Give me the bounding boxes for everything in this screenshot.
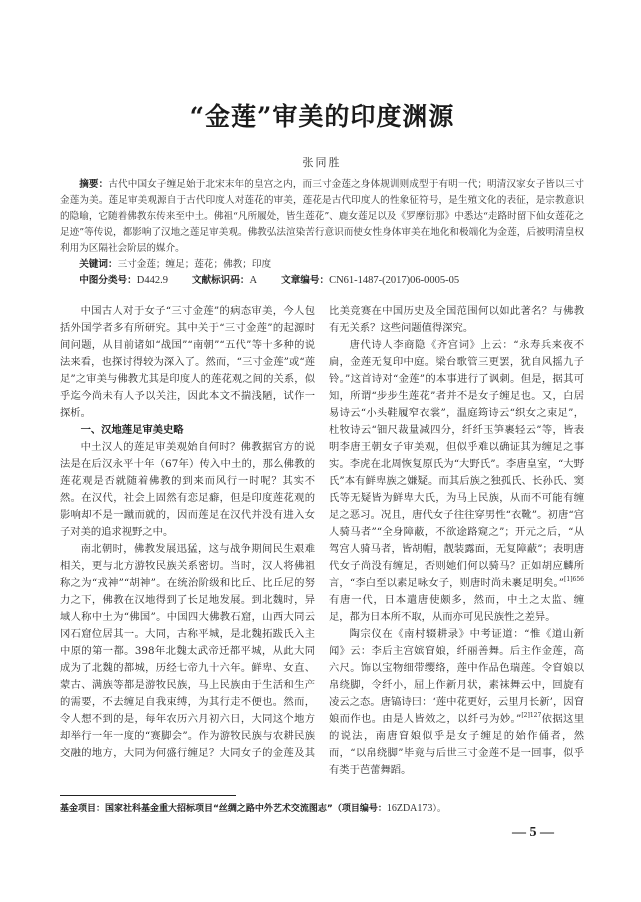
funding-footnote: [60, 802, 584, 816]
body-paragraph: 中国古人对于女子“三寸金莲”的病态审美，今人包括外国学者多有所研究。其中关于“三寸金莲”的起源时间问题，从目前诸如“战国”“南朝”“五代”等十多种的说法来看，也探讨得较为深入了。然而，“三寸金莲”或“莲足”之审美与佛教尤其是印度人的莲花观之间的关系，似乎迄今尚未有人予以关注，因此本文不揣浅陋，试作一探析。: [60, 305, 315, 419]
page-footer: [60, 795, 584, 842]
article-title: “金莲”审美的印度渊源: [189, 102, 455, 131]
paragraph-text: 陶宗仪在《南村辍耕录》中考证道：“惟《道山新闻》云：李后主宫嫔窅娘，纤丽善舞。后主作金莲，高六尺。饰以宝物细带缨络，莲中作品色瑞莲。令窅娘以帛绕脚，令纤小，屈上作新月状，素袜舞云中，回旋有凌云之态。唐镐诗曰：‘莲中花更好，云里月长新’，因窅娘而作也。由是人皆效之，以纤弓为妙。”: [329, 628, 584, 725]
abstract: [60, 177, 584, 257]
body-paragraph: [329, 626, 584, 779]
article-number: [281, 273, 459, 289]
section-heading: 一、汉地莲足审美史略: [80, 424, 184, 436]
article-number-label: 文章编号：: [281, 275, 330, 286]
abstract-paragraph: [60, 177, 584, 257]
paragraph-text: 依据这里的说法，南唐窅娘似乎是女子缠足的始作俑者，然而，“以帛绕脚”毕竟与后世三寸金莲不是一回事，似乎有类于芭蕾舞蹈。: [329, 713, 584, 776]
body-paragraph: 中土汉人的莲足审美观始自何时？佛教据官方的说法是在后汉永平十年（67年）传入中土的，那么佛教的莲花观是否就随着佛教的到来而风行一时呢？其实不然。在汉代，社会上固然有恋足癖，但是印度莲花观的影响却不是一蹴而就的，因而莲足在汉代并没有进入女子对美的追求视野之中。: [60, 441, 315, 538]
footnote-divider: [60, 795, 236, 796]
funding-end: ）。: [432, 804, 446, 814]
doc-code-label: 文献标识码：: [191, 275, 250, 286]
citation: [2]127: [521, 712, 542, 719]
paragraph-text-continued: 史及全国范围何以如此著名？与佛教有无关系？这些问题值得深究。: [329, 305, 585, 334]
body-paragraph: [329, 337, 584, 626]
page-number: — 5 —: [512, 825, 554, 840]
keywords-text: 三寸金莲；缠足；莲花；佛教；印度: [117, 259, 272, 270]
paragraph-text: 有唐一代，日本遣唐使颇多，然而，中土之太监、缠足，都为日本所不取，从而亦可见民族性之差异。: [329, 594, 584, 623]
classification-line: [60, 273, 584, 289]
keywords-label: 关键词：: [79, 259, 118, 270]
funding-code: 16ZDA173: [386, 803, 433, 814]
keywords: [60, 257, 584, 273]
abstract-label: 摘要：: [79, 179, 109, 190]
abstract-text: 古代中国女子缠足始于北宋末年的皇宫之内，而三寸金莲之身体规训则成型于有明一代；明清汉家女子皆以三寸金莲为美。莲足审美观源自于古代印度人对莲花的审美，莲花是古代印度人的性象征符号，是生殖文化的表征，是宗教意识的隐喻，它随着佛教东传来至中土。佛祖“凡所履处，皆生莲花”、鹿女莲足以及《罗摩衍那》中悉达“走路时留下仙女莲花之足迹”等传说，都影响了汉地之莲足审美观。佛教弘法渲染苦行意识而使女性身体审美在地化和极端化为金莲，后被明清皇权利用为区隔社会阶层的媒介。: [60, 179, 585, 254]
clc-label: 中图分类号：: [79, 275, 137, 286]
document-code: [192, 273, 257, 289]
paragraph-text: 南北朝时，佛教发展迅猛，这与战争期间民生艰难相关，更与北方游牧民族关系密切。当时，汉人将佛祖称之为“戎神”“胡神”。在统治阶级和比丘、比丘尼的努力之下，佛教在汉地得到了长足地发展。到北魏时，异域人称中土为“佛国”。中国四大佛教石窟，山西大同云冈石窟位居其一。大同，古称平城，是北魏拓跋氏入主中原的第一都。398年北魏太武帝迁都平城，从此大同成为了北魏的都城，历经七帝九十六年。鲜卑、女直、蒙古、满族等都是游牧民族，马上民族由于生活和生产的需要，不去缠足自我束缚，为其行走不便也。然而，令人想不到的是，每年农历六月初六日，大同这个地方却举行一年一度的“赛脚会”。作为游牧民族与农耕民族交融的地方，大同为何盛行缠足？大同女子的金莲及其比美竞赛在中国历: [60, 305, 415, 759]
doc-code-value: A: [249, 275, 258, 286]
article-number-value: CN61-1487-(2017)06-0005-05: [329, 275, 460, 286]
funding-label: 基金项目：国家社科基金重大招标项目“丝绸之路中外艺术交流图志”（项目编号：: [60, 804, 387, 814]
article-body: [60, 303, 584, 779]
clc-number: [79, 273, 168, 289]
author-name: 张同胜: [302, 156, 342, 169]
citation: [1]656: [564, 576, 584, 583]
clc-value: D442.9: [136, 275, 168, 286]
paragraph-text: 唐代诗人李商隐《齐宫词》上云：“永寿兵来夜不扃，金莲无复印中庭。梁台歌管三更罢，犹自风摇九子铃。”这首诗对“金莲”的本事进行了讽刺。但是，据其可知，所谓“步步生莲花”者并不是女子缠足也。又，白居易诗云“小头鞋履窄衣裳”，温庭筠诗云“织女之束足”，杜牧诗云“钿尺裁量减四分，纤纤玉笋裹轻云”等，皆表明李唐王朝女子审美观，但似乎难以确证其为缠足之事实。李虎在北周恢复原氏为“大野氏”。李唐皇室，“大野氏”本有鲜卑族之嫌疑。而其后族之独孤氏、长孙氏、窦氏等无疑皆为鲜卑大氏，为马上民族，从而不可能有缠足之恶习。况且，唐代女子往往穿男性“衣靴”。初唐“宫人骑马者”“全身障蔽，不欲途路窥之”；开元之后，“从驾宫人骑马者，皆胡帽，靓装露面，无复障蔽”；表明唐代女子尚没有缠足，否则她们何以骑马？正如胡应麟所言，“李白至以素足咏女子，则唐时尚未裹足明矣。”: [329, 339, 584, 589]
